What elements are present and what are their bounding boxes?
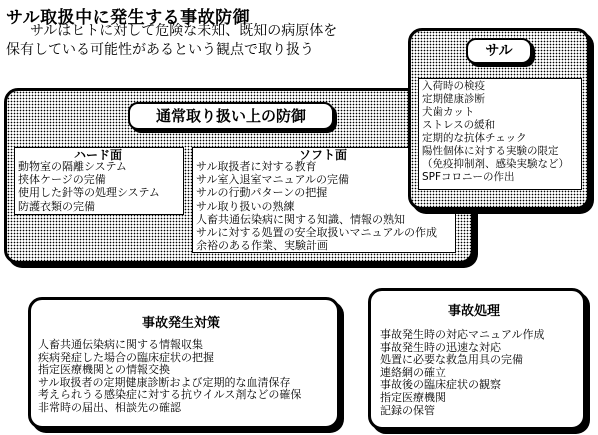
hard-item: 使用した針等の処理システム bbox=[18, 186, 160, 200]
countermeasure-item: 疾病発症した場合の臨床症状の把握 bbox=[38, 350, 214, 364]
saru-item: 定期的な抗体チェック bbox=[422, 132, 527, 144]
saru-item: ストレスの緩和 bbox=[422, 119, 496, 131]
hard-heading: ハード面 bbox=[73, 148, 122, 162]
hard-item: 防護衣類の完備 bbox=[18, 199, 95, 213]
saru-item: （免疫抑制剤、感染実験など） bbox=[422, 158, 569, 170]
hard-list bbox=[18, 160, 160, 213]
countermeasure-item: サル取扱者の定期健康診断および定期的な血清保存 bbox=[38, 375, 291, 389]
saru-item: SPFコロニーの作出 bbox=[422, 171, 515, 183]
countermeasures-list bbox=[38, 339, 301, 415]
intro-line-2: 保有している可能性があるという観点で取り扱う bbox=[6, 42, 314, 58]
handling-defense-title: 通常取り扱い上の防御 bbox=[128, 102, 334, 130]
saru-item: 入荷時の検疫 bbox=[422, 80, 485, 92]
countermeasure-item: 考えられうる感染症に対する抗ウイルス剤などの確保 bbox=[38, 388, 302, 402]
saru-list bbox=[422, 80, 569, 184]
countermeasure-item: 指定医療機関との情報交換 bbox=[38, 363, 170, 377]
soft-item: サル取り扱いの熟練 bbox=[196, 199, 295, 213]
treatment-item: 指定医療機関 bbox=[380, 390, 446, 404]
soft-heading: ソフト面 bbox=[298, 148, 347, 162]
treatment-list bbox=[380, 329, 545, 417]
treatment-item: 記録の保管 bbox=[380, 403, 435, 417]
soft-item: サルに対する処置の安全取扱いマニュアルの作成 bbox=[196, 226, 438, 240]
intro-line-1: サルはヒトに対して危険な未知、既知の病原体を bbox=[30, 23, 338, 39]
treatment-item: 連絡網の確立 bbox=[380, 365, 446, 379]
countermeasure-item: 非常時の届出、相談先の確認 bbox=[38, 400, 181, 414]
soft-item: 人畜共通伝染病に関する知識、情報の熟知 bbox=[196, 212, 405, 226]
hard-item: 動物室の隔離システム bbox=[18, 160, 127, 173]
soft-item: 余裕のある作業、実験計画 bbox=[196, 239, 328, 253]
hard-item: 挟体ケージの完備 bbox=[18, 173, 106, 187]
intro-text bbox=[6, 22, 430, 60]
saru-item: 定期健康診断 bbox=[422, 93, 485, 105]
treatment-item: 事故発生時の対応マニュアル作成 bbox=[380, 328, 545, 341]
page-title: サル取扱中に発生する事故防御 bbox=[6, 8, 251, 28]
saru-item: 犬歯カット bbox=[422, 106, 475, 118]
countermeasure-item: 人畜共通伝染病に関する情報収集 bbox=[38, 338, 203, 351]
soft-list bbox=[196, 160, 437, 252]
soft-item: サルの行動パターンの把握 bbox=[196, 186, 328, 200]
soft-item: サル室入退室マニュアルの完備 bbox=[196, 173, 350, 187]
saru-item: 陽性個体に対する実験の限定 bbox=[422, 145, 559, 157]
treatment-item: 処置に必要な救急用具の完備 bbox=[380, 353, 523, 367]
countermeasures-title: 事故発生対策 bbox=[141, 316, 220, 331]
soft-item: サル取扱者に対する教育 bbox=[196, 160, 317, 173]
treatment-item: 事故発生時の迅速な対応 bbox=[380, 340, 501, 354]
treatment-item: 事故後の臨床症状の観察 bbox=[380, 378, 501, 392]
accident-treatment-title: 事故処理 bbox=[447, 304, 500, 319]
saru-title: サル bbox=[466, 38, 532, 64]
